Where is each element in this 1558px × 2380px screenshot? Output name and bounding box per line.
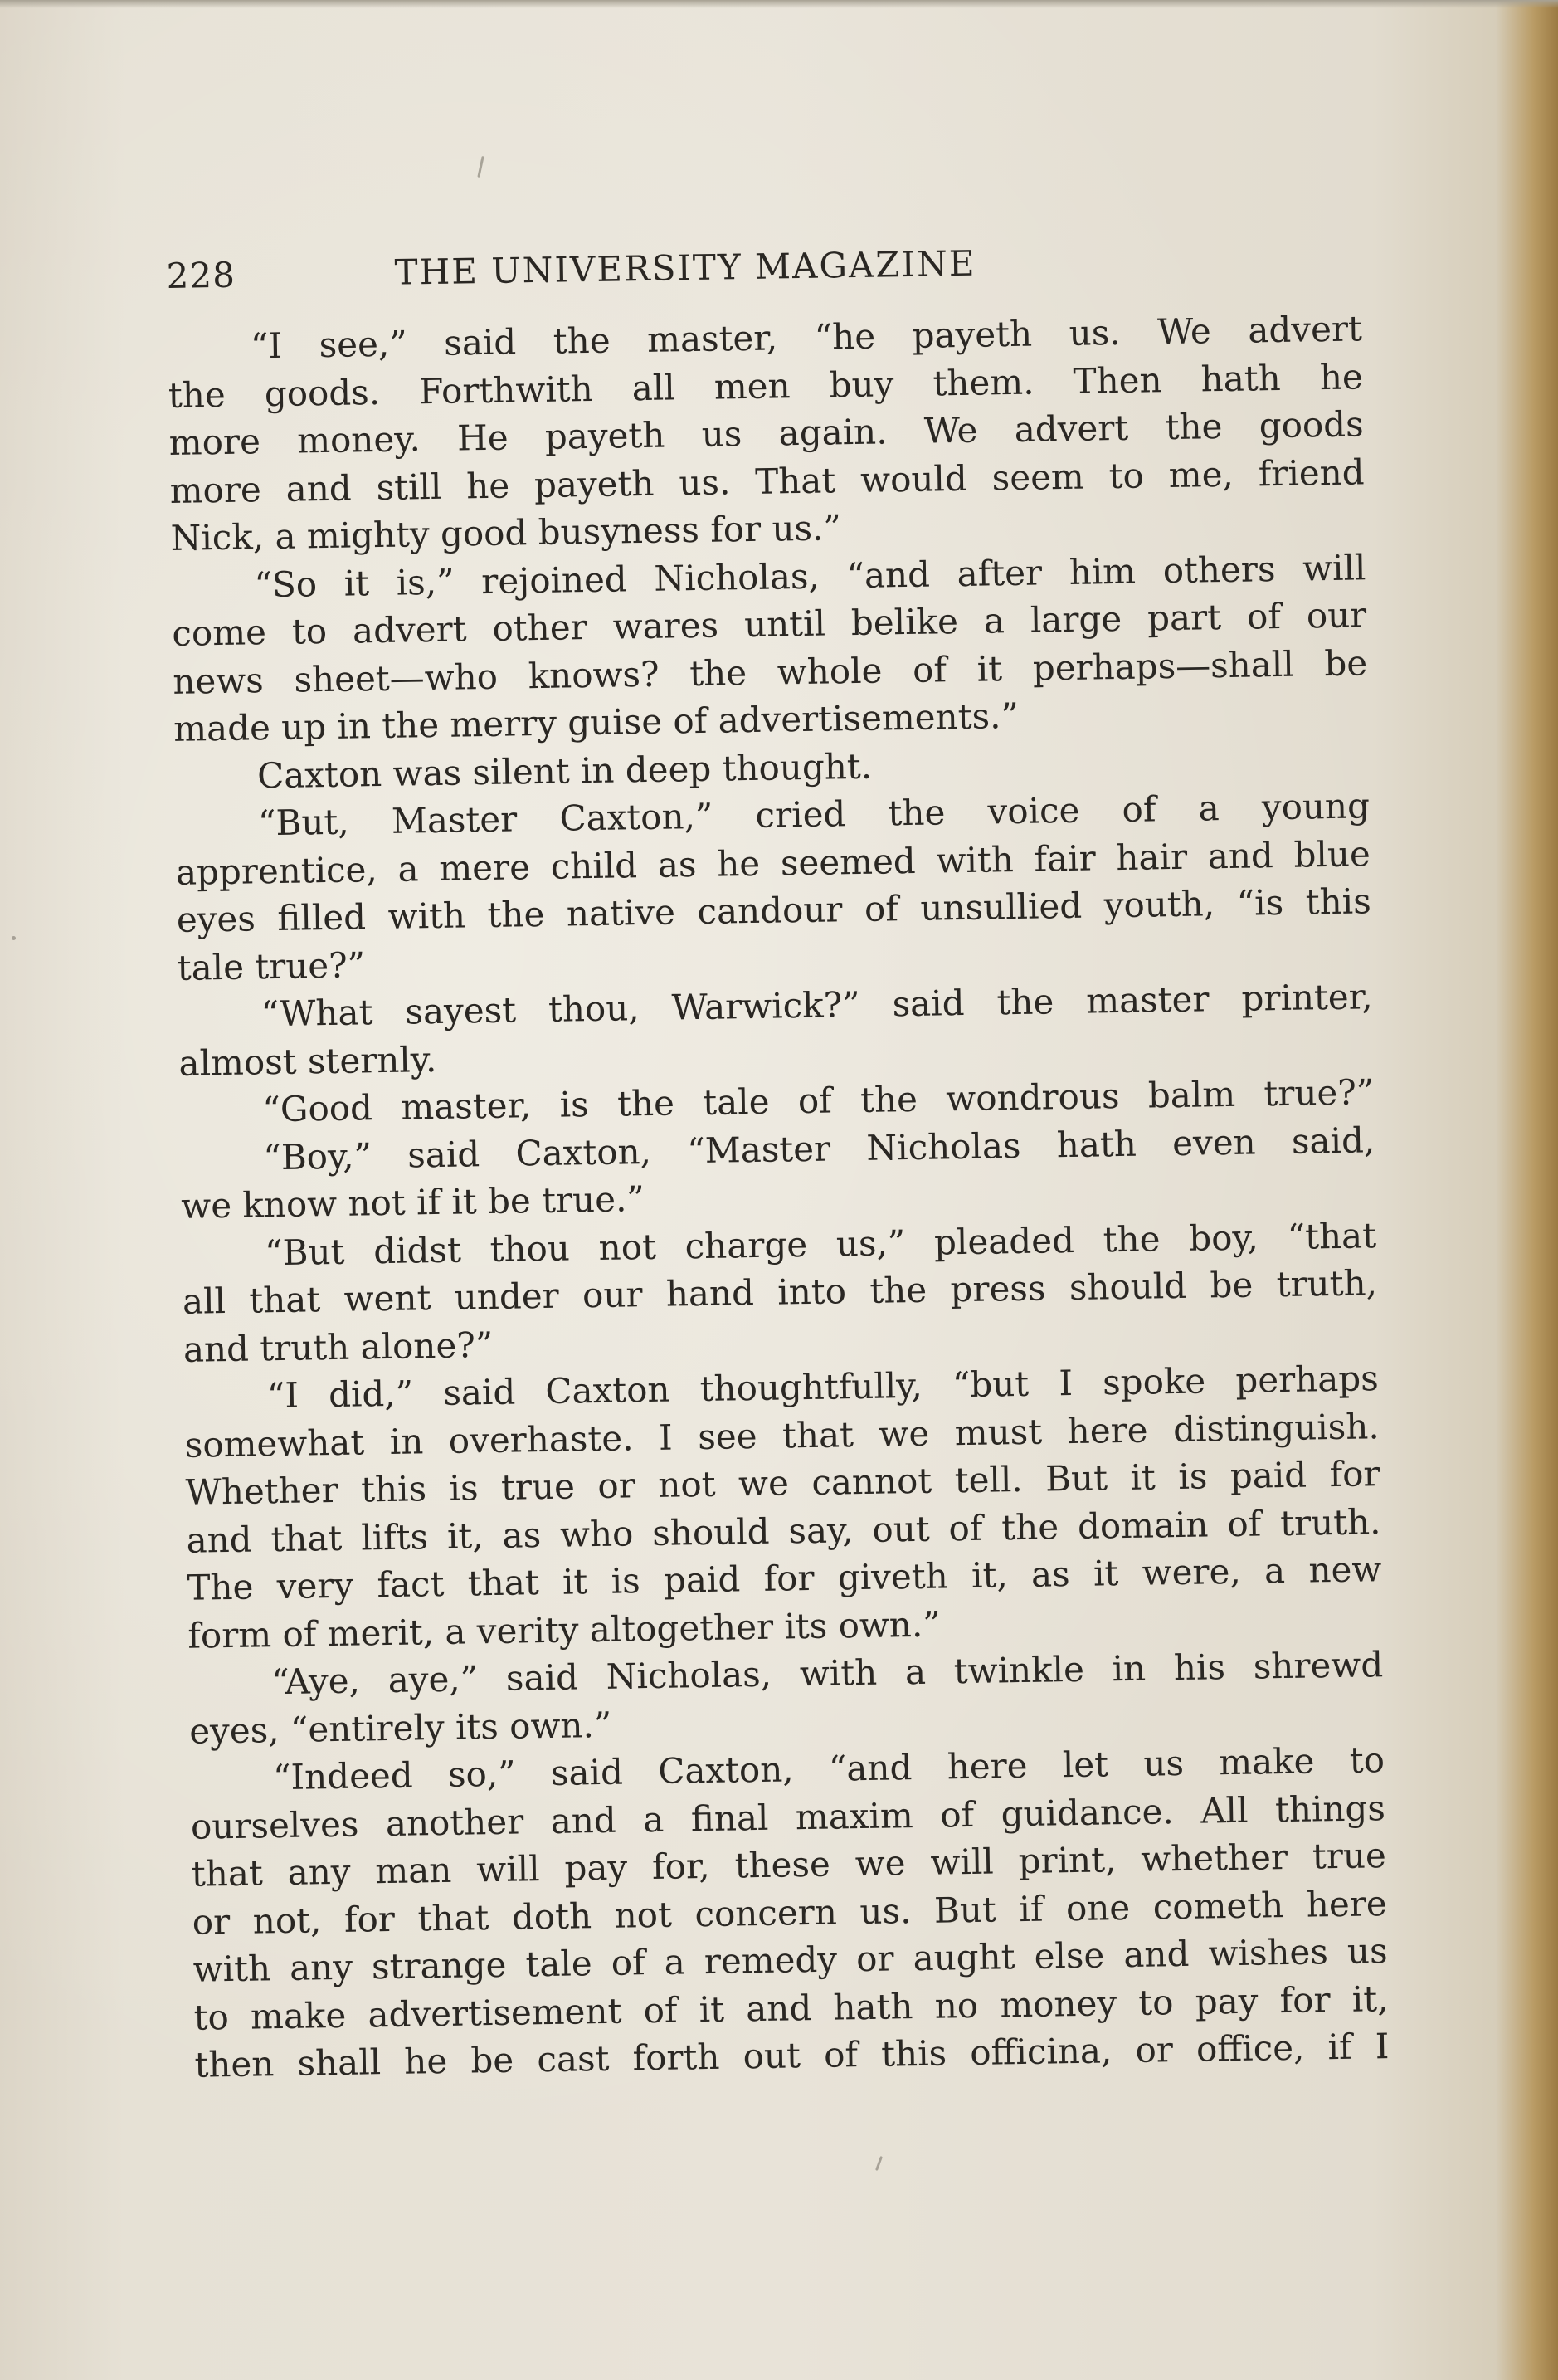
page-top-edge (0, 0, 1558, 8)
text-line: tale true?” (177, 944, 366, 988)
paragraph-first-line: “But, Master Caxton,” cried the voice of a young (257, 785, 1371, 844)
paragraph-first-line: “But didst thou not charge us,” pleaded the boy, “that (264, 1214, 1377, 1273)
text-line: made up in the merry guise of advertisements.” (173, 695, 1020, 749)
text-line: somewhat in overhaste. I see that we must here distinguish. (184, 1405, 1380, 1466)
text-line: news sheet—who knows? the whole of it perhaps—shall be (172, 641, 1368, 702)
stray-ink-mark (477, 156, 484, 178)
text-block (166, 222, 1390, 2089)
text-line: come to advert other wares until belike a large part of our (172, 594, 1367, 654)
paragraph-first-line: Caxton was silent in deep thought. (256, 745, 873, 796)
text-line: apprentice, a mere child as he seemed with fair hair and blue (175, 832, 1371, 893)
text-line: all that went under our hand into the press should be truth, (182, 1262, 1378, 1322)
paragraph-first-line: “So it is,” rejoined Nicholas, “and after him others will (254, 546, 1366, 605)
text-line: Whether this is true or not we cannot tell. But it is paid for (185, 1453, 1380, 1513)
running-head: THE UNIVERSITY MAGAZINE (394, 242, 976, 293)
text-line: and that lifts it, as who should say, out of the domain of truth. (186, 1500, 1381, 1561)
text-line: with any strange tale of a remedy or aught else and wishes us (192, 1930, 1388, 1990)
text-line: that any man will pay for, these we will print, whether true (191, 1835, 1387, 1895)
paragraph-first-line: “Aye, aye,” said Nicholas, with a twinkle in his shrewd (270, 1644, 1384, 1703)
text-line: then shall he be cast forth out of this officina, or office, if I (194, 2026, 1390, 2085)
text-line: almost sternly. (178, 1038, 437, 1084)
paragraph-first-line: “I did,” said Caxton thoughtfully, “but I spoke perhaps (266, 1358, 1380, 1417)
text-line: The very fact that it is paid for giveth it, as it were, a new (187, 1548, 1382, 1608)
text-line: eyes, “entirely its own.” (188, 1704, 612, 1752)
text-line: ourselves another and a final maxim of guidance. All things (190, 1787, 1386, 1847)
text-line: we know not if it be true.” (180, 1178, 645, 1227)
text-line: the goods. Forthwith all men buy them. Then hath he (168, 355, 1364, 416)
text-line: and truth alone?” (183, 1324, 494, 1370)
body-text (168, 305, 1390, 2089)
text-line: more and still he payeth us. That would seem to me, friend (169, 451, 1365, 511)
text-line: eyes filled with the native candour of unsullied youth, “is this (176, 880, 1372, 940)
paragraph-first-line: “Boy,” said Caxton, “Master Nicholas hath even said, (262, 1119, 1375, 1178)
paragraph-first-line: “I see,” said the master, “he payeth us. We advert (250, 308, 1363, 367)
stray-ink-mark (875, 2156, 883, 2171)
text-line: Nick, a mighty good busyness for us.” (170, 507, 842, 558)
paragraph-first-line: “Indeed so,” said Caxton, “and here let us make to (272, 1739, 1385, 1798)
text-line: more money. He payeth us again. We advert the goods (168, 403, 1365, 463)
text-line: to make advertisement of it and hath no money to pay for it, (193, 1978, 1389, 2038)
paragraph-first-line: “What sayest thou, Warwick?” said the master printer, (260, 976, 1373, 1035)
text-line: or not, for that doth not concern us. But if one cometh here (192, 1882, 1388, 1943)
text-line: form of merit, a verity altogether its own.” (187, 1603, 942, 1656)
stray-ink-dot (12, 936, 16, 940)
paragraph-first-line: “Good master, is the tale of the wondrous balm true?” (262, 1071, 1375, 1130)
page-header (166, 222, 1361, 307)
page-number: 228 (166, 254, 236, 296)
